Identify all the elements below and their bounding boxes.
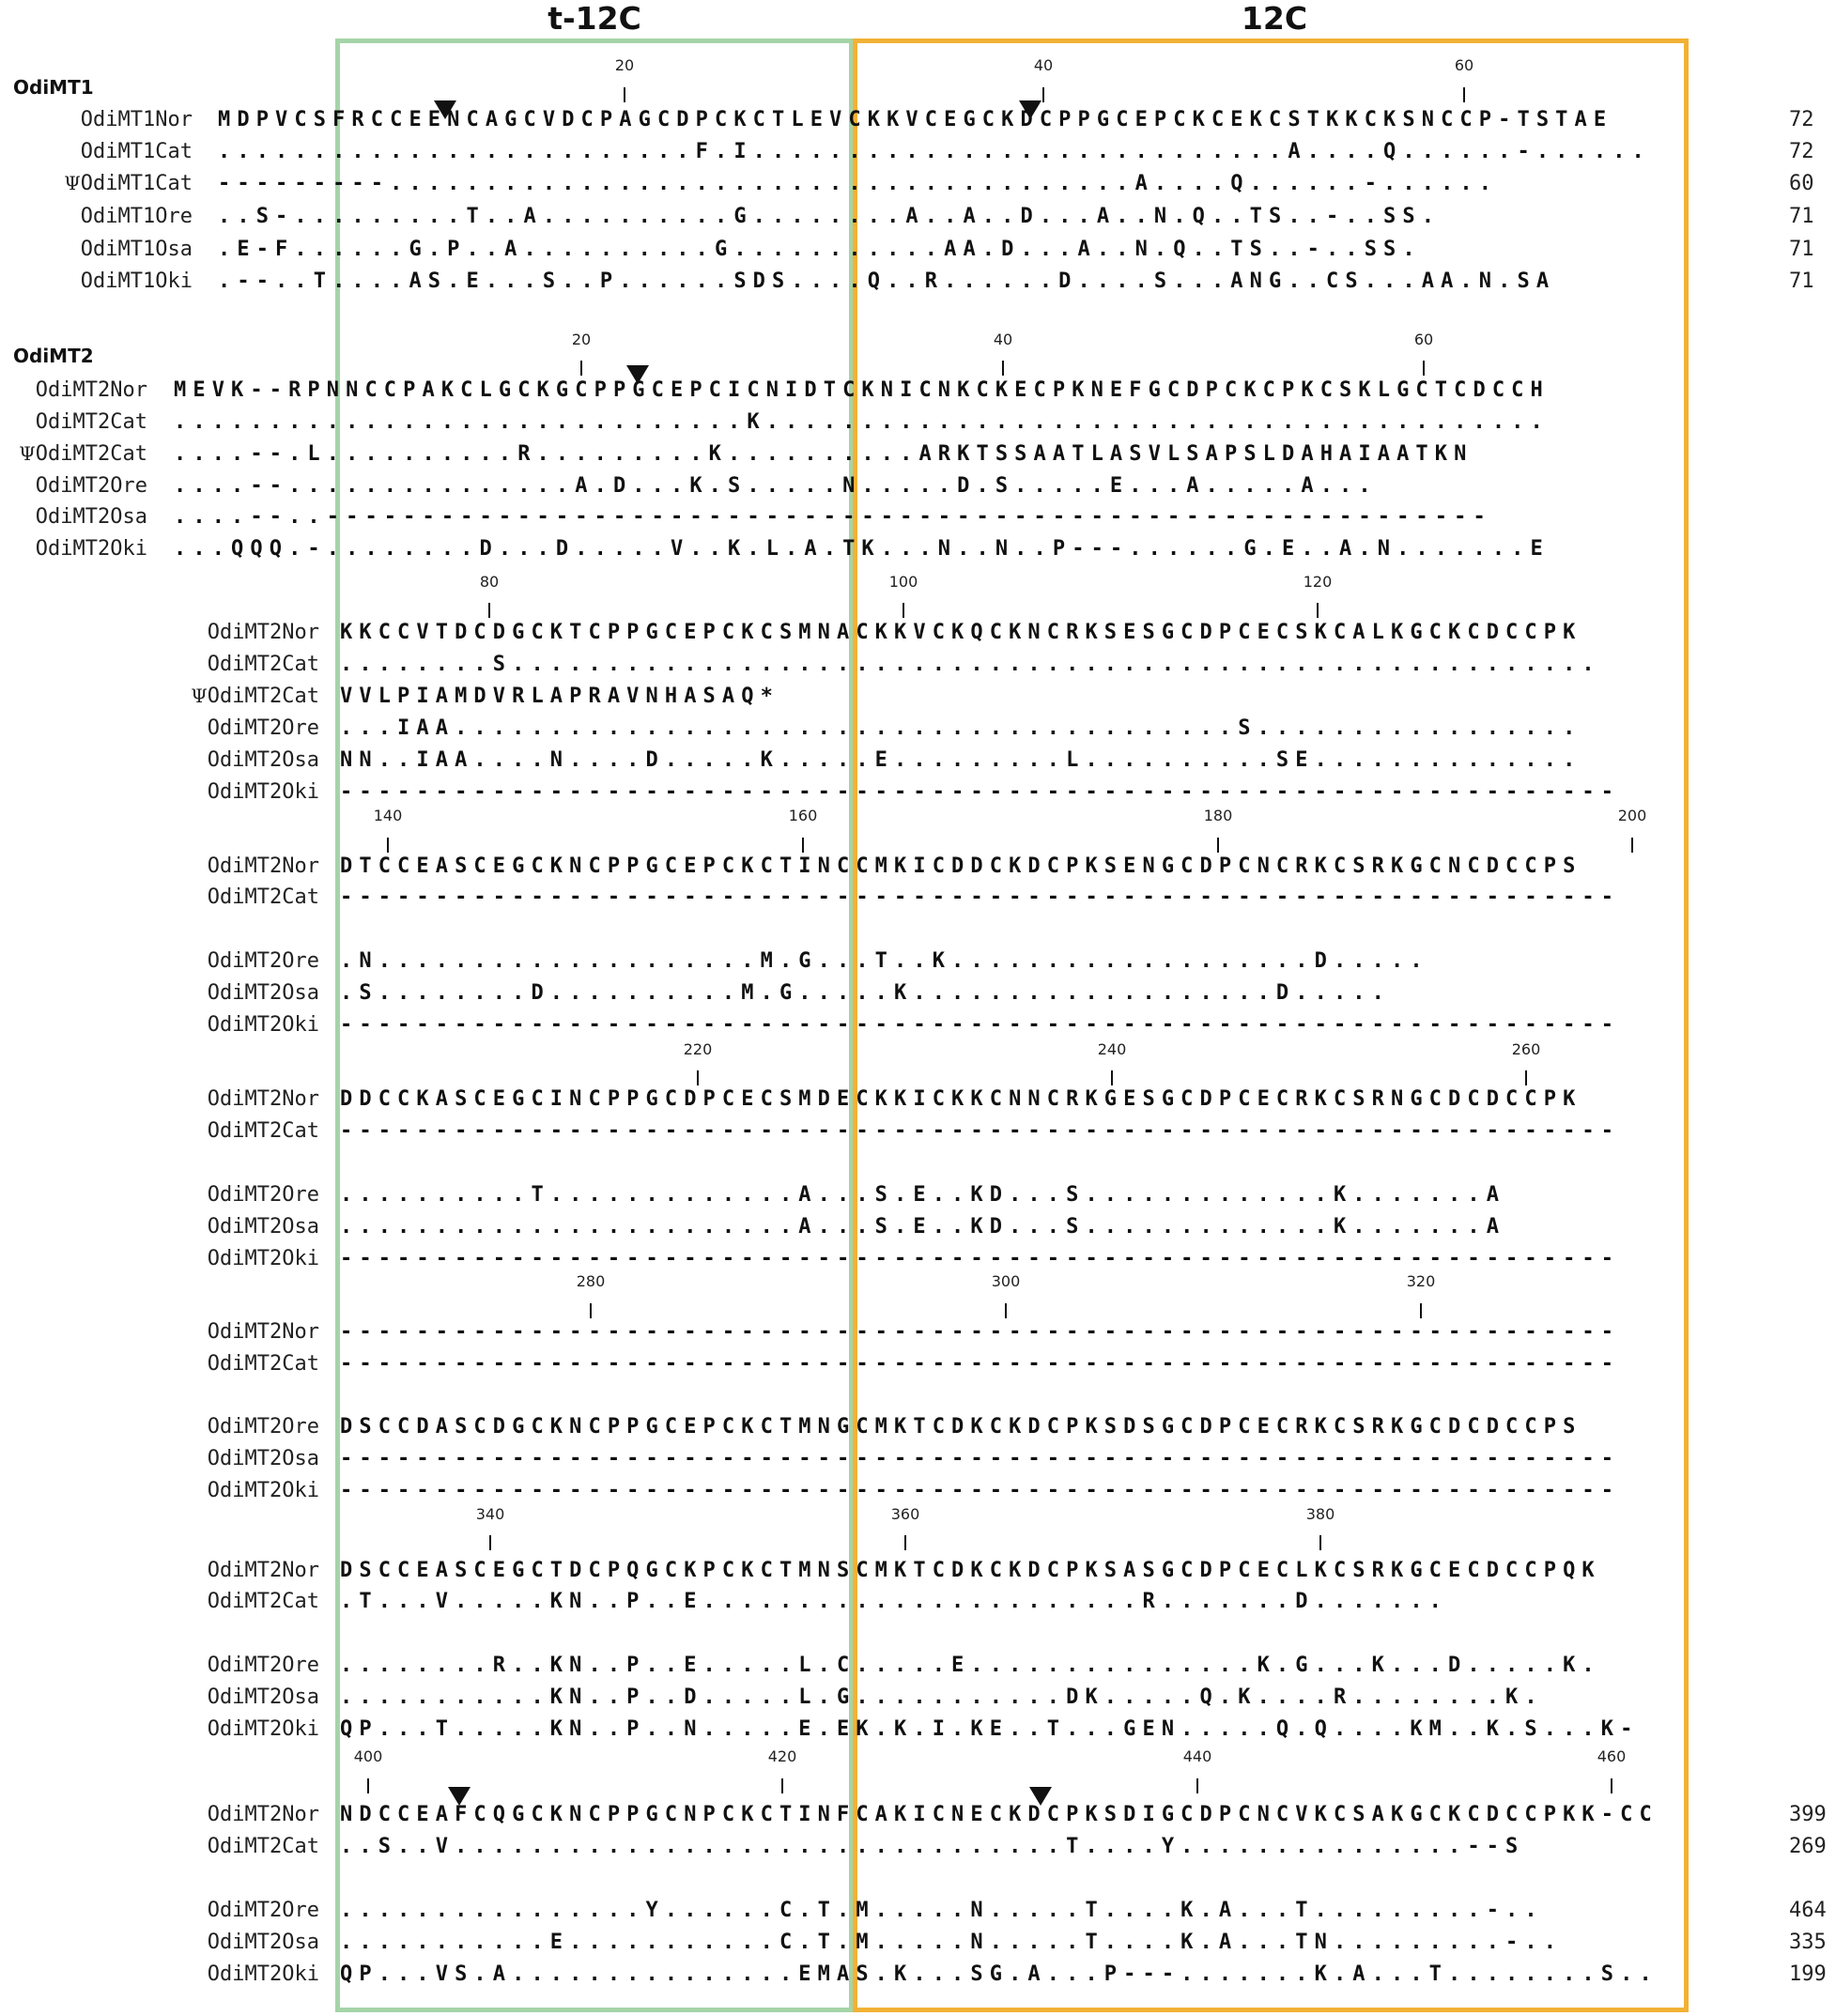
sequence-name-text: OdiMT2Cat <box>207 885 319 909</box>
sequence-name-text: OdiMT2Cat <box>207 1590 319 1613</box>
alignment-sequence: ................Y......C.T.M.....N.....T....K.A...T.........-.. <box>340 1899 1544 1922</box>
sequence-name-text: OdiMT2Cat <box>207 685 319 708</box>
sequence-length: 71 <box>1789 205 1814 228</box>
sequence-name <box>103 621 319 644</box>
sequence-name <box>103 1183 319 1207</box>
sequence-name-text: OdiMT2Ore <box>207 1415 319 1439</box>
sequence-name-text: OdiMT2Osa <box>207 1215 319 1239</box>
sequence-name <box>103 1119 319 1143</box>
sequence-name-text: OdiMT2Osa <box>207 748 319 772</box>
position-tick-mark <box>903 603 904 618</box>
alignment-sequence: .S........D..........M.G.....K...................D..... <box>340 981 1391 1005</box>
sequence-name <box>103 1247 319 1270</box>
sequence-name-text: OdiMT2Oki <box>207 1717 319 1741</box>
sequence-name <box>103 1899 319 1922</box>
sequence-name <box>103 949 319 973</box>
sequence-name <box>103 1654 319 1677</box>
sequence-name-text: OdiMT2Nor <box>207 1087 319 1111</box>
alignment-sequence: MEVK--RPNNCCPAKCLGCKGCPPGCEPCICNIDTCKNICNKCKECPKNEFGCDPCKCPKCSKLGCTCDCCH <box>174 378 1550 402</box>
sequence-name <box>103 1087 319 1111</box>
position-tick-label: 80 <box>479 573 500 591</box>
alignment-sequence: ....--..------------------------------------------------------------- <box>174 505 1492 529</box>
alignment-sequence: .T...V.....KN..P..E.......................R.......D....... <box>340 1590 1449 1613</box>
position-tick-label: 60 <box>1454 56 1474 74</box>
alignment-sequence: ..........T.............A...S.E..KD...S.............K.......A <box>340 1183 1506 1207</box>
sequence-name <box>0 474 147 498</box>
alignment-sequence: ------------------------------------------------------------------- <box>340 885 1621 909</box>
sequence-name-text: OdiMT2Oki <box>207 1013 319 1037</box>
sequence-name <box>103 1931 319 1954</box>
sequence-length: 71 <box>1789 238 1814 261</box>
sequence-name <box>0 537 147 561</box>
position-tick-label: 420 <box>767 1747 797 1765</box>
position-tick-label: 320 <box>1406 1272 1436 1290</box>
sequence-name-text: OdiMT2Cat <box>207 1352 319 1376</box>
position-tick-label: 300 <box>991 1272 1021 1290</box>
sequence-name-text: OdiMT2Nor <box>207 1803 319 1826</box>
sequence-length: 464 <box>1789 1899 1827 1922</box>
position-tick-label: 220 <box>683 1040 713 1058</box>
position-tick-mark <box>1217 838 1219 853</box>
position-tick-mark <box>580 361 582 376</box>
sequence-name <box>103 716 319 740</box>
position-tick-mark <box>387 838 389 853</box>
alignment-sequence: DDCCKASCEGCINCPPGCDPCECSMDECKKICKKCNNCRKGESGCDPCECRKCSRNGCDCDCCPK <box>340 1087 1582 1111</box>
alignment-sequence: ........................A...S.E..KD...S.............K.......A <box>340 1215 1506 1239</box>
position-tick-mark <box>488 603 490 618</box>
position-tick-label: 60 <box>1413 331 1434 348</box>
alignment-sequence: ------------------------------------------------------------------- <box>340 1247 1621 1270</box>
sequence-name-text: OdiMT1Cat <box>80 172 193 195</box>
alignment-sequence: DSCCEASCEGCTDCPQGCKPCKCTMNSCMKTCDKCKDCPKSASGCDPCECLKCSRKGCECDCCPQK <box>340 1559 1601 1582</box>
sequence-name <box>103 1559 319 1582</box>
position-tick-mark <box>1196 1778 1198 1793</box>
alignment-sequence: ------------------------------------------------------------------- <box>340 1447 1621 1470</box>
position-tick-label: 20 <box>614 56 635 74</box>
sequence-name-text: OdiMT2Osa <box>35 505 147 529</box>
sequence-name <box>103 981 319 1005</box>
sequence-name-text: OdiMT2Nor <box>207 1320 319 1344</box>
position-tick-mark <box>1319 1535 1321 1550</box>
alignment-sequence: ....--.L..........R.........K..........ARKTSSAATLASVLSAPSLDAHAIAATKN <box>174 442 1473 466</box>
alignment-sequence: ....--...............A.D...K.S.....N.....D.S.....E...A.....A... <box>174 474 1378 498</box>
sequence-name <box>103 685 319 708</box>
alignment-sequence: QP...VS.A...............EMAS.K...SG.A...P---.......K.A...T........S.. <box>340 1962 1659 1986</box>
sequence-length: 199 <box>1789 1962 1827 1986</box>
position-tick-mark <box>781 1778 783 1793</box>
sequence-name <box>0 269 193 293</box>
position-tick-mark <box>590 1303 592 1318</box>
sequence-name <box>103 1835 319 1858</box>
position-tick-label: 160 <box>788 807 818 824</box>
position-tick-label: 260 <box>1511 1040 1541 1058</box>
alignment-sequence: ..S..V................................T....Y...............--S <box>340 1835 1525 1858</box>
pseudogene-psi-symbol: Ψ <box>191 685 208 707</box>
sequence-name <box>103 748 319 772</box>
sequence-name <box>0 442 147 466</box>
position-tick-mark <box>904 1535 906 1550</box>
sequence-length: 60 <box>1789 172 1814 195</box>
sequence-name-text: OdiMT1Nor <box>80 108 193 131</box>
alignment-sequence: ------------------------------------------------------------------- <box>340 1013 1621 1037</box>
sequence-name-text: OdiMT1Ore <box>80 205 193 228</box>
sequence-name <box>103 1320 319 1344</box>
pseudogene-psi-symbol: Ψ <box>19 442 36 465</box>
sequence-name <box>103 854 319 878</box>
position-tick-label: 440 <box>1182 1747 1212 1765</box>
alignment-sequence: ...........KN..P..D.....L.G...........DK.....Q.K....R........K. <box>340 1685 1544 1709</box>
alignment-sequence: ..S-.........T..A..........G........A..A..D...A..N.Q..TS..-..SS. <box>218 205 1442 228</box>
position-tick-label: 180 <box>1203 807 1233 824</box>
alignment-sequence: MDPVCSFRCCEENCAGCVDCPAGCDPCKCTLEVCKKVCEGCKDCPPGCEPCKCEKCSTKKCKSNCCP-TSTAE <box>218 108 1613 131</box>
position-tick-label: 340 <box>475 1505 505 1523</box>
position-tick-mark <box>697 1070 699 1085</box>
sequence-name <box>0 108 193 131</box>
alignment-sequence: NDCCEAFCQGCKNCPPGCNPCKCTINFCAKICNECKDCPKSDIGCDPCNCVKCSAKGCKCDCCPKK-CC <box>340 1803 1659 1826</box>
alignment-sequence: VVLPIAMDVRLAPRAVNHASAQ* <box>340 685 779 708</box>
position-tick-mark <box>1611 1778 1612 1793</box>
position-tick-mark <box>1317 603 1319 618</box>
position-tick-mark <box>1525 1070 1527 1085</box>
sequence-length: 72 <box>1789 140 1814 163</box>
sequence-name <box>0 378 147 402</box>
position-tick-label: 240 <box>1097 1040 1127 1058</box>
sequence-name <box>0 410 147 434</box>
alignment-sequence: DSCCDASCDGCKNCPPGCEPCKCTMNGCMKTCDKCKDCPKSDSGCDPCECRKCSRKGCDCDCCPS <box>340 1415 1582 1439</box>
sequence-name <box>103 885 319 909</box>
position-tick-mark <box>802 838 804 853</box>
sequence-name-text: OdiMT2Osa <box>207 981 319 1005</box>
sequence-name-text: OdiMT2Oki <box>207 1479 319 1502</box>
alignment-sequence: QP...T.....KN..P..N.....E.EK.K.I.KE..T...GEN.....Q.Q....KM..K.S...K- <box>340 1717 1640 1741</box>
sequence-name-text: OdiMT2Ore <box>207 1899 319 1922</box>
sequence-name <box>0 238 193 261</box>
alignment-sequence: .........................F.I............................A....Q......-...... <box>218 140 1651 163</box>
sequence-name-text: OdiMT2Oki <box>35 537 147 561</box>
sequence-name-text: OdiMT2Osa <box>207 1931 319 1954</box>
position-tick-label: 140 <box>373 807 403 824</box>
alignment-sequence: ------------------------------------------------------------------- <box>340 780 1621 804</box>
sequence-name <box>103 653 319 676</box>
sequence-name-text: OdiMT2Ore <box>207 1183 319 1207</box>
position-tick-label: 40 <box>1033 56 1054 74</box>
12c-region-label: 12C <box>1241 0 1308 37</box>
sequence-name-text: OdiMT2Nor <box>35 378 147 402</box>
group-label: OdiMT2 <box>13 345 94 367</box>
position-tick-mark <box>624 87 625 102</box>
sequence-name <box>103 1447 319 1470</box>
position-tick-label: 40 <box>993 331 1013 348</box>
sequence-length: 72 <box>1789 108 1814 131</box>
sequence-name <box>0 172 193 195</box>
position-tick-mark <box>1420 1303 1422 1318</box>
sequence-name-text: OdiMT2Nor <box>207 621 319 644</box>
sequence-length: 399 <box>1789 1803 1827 1826</box>
sequence-length: 335 <box>1789 1931 1827 1954</box>
position-tick-mark <box>1002 361 1004 376</box>
alignment-sequence: ........S......................................................... <box>340 653 1601 676</box>
t-12c-region-label: t-12C <box>548 0 641 37</box>
sequence-name <box>0 205 193 228</box>
sequence-name-text: OdiMT1Cat <box>80 140 193 163</box>
sequence-name <box>103 1590 319 1613</box>
position-tick-label: 100 <box>888 573 918 591</box>
sequence-name-text: OdiMT2Osa <box>207 1685 319 1709</box>
position-tick-mark <box>1042 87 1044 102</box>
position-tick-label: 460 <box>1597 1747 1627 1765</box>
position-tick-label: 20 <box>571 331 592 348</box>
sequence-name <box>0 140 193 163</box>
alignment-sequence: ---------.......................................A....Q......-...... <box>218 172 1499 195</box>
sequence-name-text: OdiMT2Ore <box>207 1654 319 1677</box>
alignment-sequence: ...IAA.........................................S................. <box>340 716 1582 740</box>
position-tick-label: 400 <box>353 1747 383 1765</box>
position-tick-label: 120 <box>1303 573 1333 591</box>
alignment-sequence: ...QQQ.-........D...D.....V..K.L.A.TK...N..N..P---......G.E..A.N.......E <box>174 537 1550 561</box>
sequence-name <box>103 1685 319 1709</box>
sequence-name-text: OdiMT2Ore <box>35 474 147 498</box>
alignment-sequence: ........R..KN..P..E.....L.C.....E...............K.G...K...D.....K. <box>340 1654 1601 1677</box>
position-tick-label: 200 <box>1617 807 1647 824</box>
position-tick-mark <box>1631 838 1633 853</box>
alignment-sequence: ..............................K......................................... <box>174 410 1550 434</box>
alignment-sequence: ------------------------------------------------------------------- <box>340 1119 1621 1143</box>
sequence-name <box>103 1215 319 1239</box>
alignment-sequence: NN..IAA....N....D.....K.....E.........L..........SE.............. <box>340 748 1582 772</box>
position-tick-label: 280 <box>576 1272 606 1290</box>
position-tick-mark <box>1423 361 1425 376</box>
sequence-name <box>103 1352 319 1376</box>
sequence-name <box>103 780 319 804</box>
position-tick-label: 360 <box>890 1505 920 1523</box>
sequence-name-text: OdiMT2Ore <box>207 949 319 973</box>
sequence-name <box>103 1803 319 1826</box>
sequence-name <box>103 1962 319 1986</box>
alignment-sequence: .N....................M.G...T..K...................D..... <box>340 949 1429 973</box>
alignment-sequence: ------------------------------------------------------------------- <box>340 1320 1621 1344</box>
sequence-name-text: OdiMT1Oki <box>80 269 193 293</box>
sequence-name-text: OdiMT2Cat <box>207 1835 319 1858</box>
group-label: OdiMT1 <box>13 76 94 99</box>
sequence-name-text: OdiMT2Cat <box>207 1119 319 1143</box>
sequence-name <box>103 1415 319 1439</box>
sequence-name-text: OdiMT2Cat <box>35 410 147 434</box>
position-tick-mark <box>367 1778 369 1793</box>
position-tick-mark <box>1463 87 1465 102</box>
position-tick-mark <box>1111 1070 1113 1085</box>
position-tick-label: 380 <box>1305 1505 1335 1523</box>
sequence-name-text: OdiMT2Oki <box>207 780 319 804</box>
sequence-length: 269 <box>1789 1835 1827 1858</box>
sequence-name-text: OdiMT2Oki <box>207 1247 319 1270</box>
sequence-name-text: OdiMT2Nor <box>207 854 319 878</box>
sequence-name <box>103 1479 319 1502</box>
sequence-name-text: OdiMT2Nor <box>207 1559 319 1582</box>
sequence-name <box>0 505 147 529</box>
alignment-sequence: DTCCEASCEGCKNCPPGCEPCKCTINCCMKICDDCKDCPKSENGCDPCNCRKCSRKGCNCDCCPS <box>340 854 1582 878</box>
sequence-name-text: OdiMT2Cat <box>35 442 147 466</box>
sequence-name <box>103 1013 319 1037</box>
alignment-sequence: KKCCVTDCDGCKTCPPGCEPCKCSMNACKKVCKQCKNCRKSESGCDPCECSKCALKGCKCDCCPK <box>340 621 1582 644</box>
sequence-name-text: OdiMT2Osa <box>207 1447 319 1470</box>
alignment-sequence: ...........E...........C.T.M.....N.....T....K.A...TN.........-.. <box>340 1931 1564 1954</box>
alignment-sequence: .--..T....AS.E...S..P......SDS....Q..R......D....S...ANG..CS...AA.N.SA <box>218 269 1556 293</box>
sequence-name <box>103 1717 319 1741</box>
sequence-name-text: OdiMT2Ore <box>207 716 319 740</box>
alignment-sequence: .E-F......G.P..A..........G...........AA.D...A..N.Q..TS..-..SS. <box>218 238 1422 261</box>
position-tick-mark <box>489 1535 491 1550</box>
pseudogene-psi-symbol: Ψ <box>64 172 81 194</box>
alignment-sequence: ------------------------------------------------------------------- <box>340 1479 1621 1502</box>
sequence-name-text: OdiMT1Osa <box>80 238 193 261</box>
sequence-name-text: OdiMT2Oki <box>207 1962 319 1986</box>
alignment-sequence: ------------------------------------------------------------------- <box>340 1352 1621 1376</box>
position-tick-mark <box>1005 1303 1007 1318</box>
sequence-name-text: OdiMT2Cat <box>207 653 319 676</box>
sequence-length: 71 <box>1789 269 1814 293</box>
